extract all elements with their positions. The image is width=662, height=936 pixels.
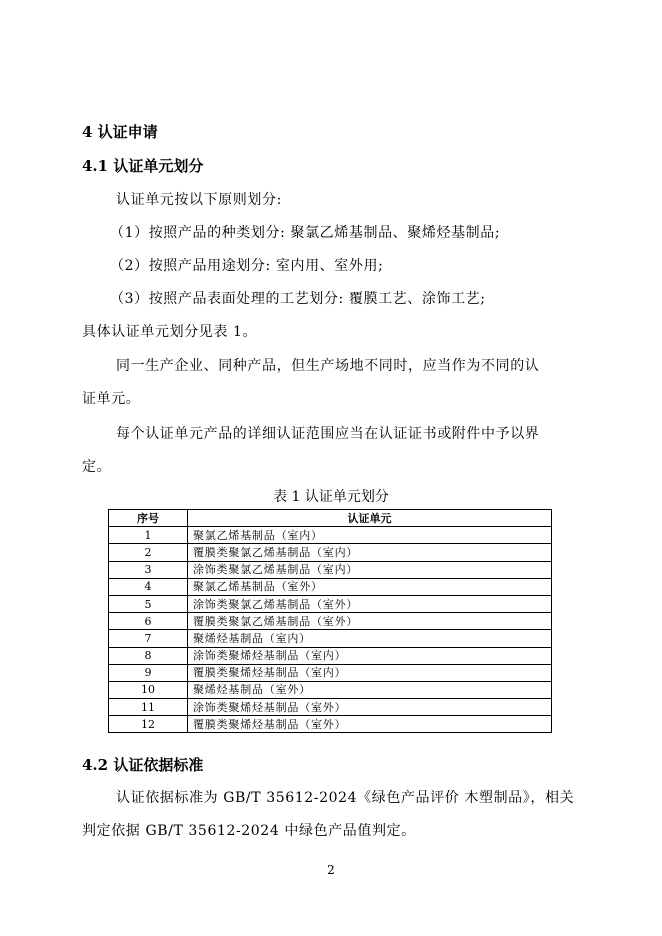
- row-unit: 聚氯乙烯基制品（室内）: [188, 527, 552, 544]
- table-row: [109, 699, 552, 716]
- table-row: [109, 544, 552, 561]
- row-number: 5: [109, 595, 188, 612]
- table-caption: 表 1 认证单元划分: [273, 489, 389, 505]
- section-4-heading: 4 认证申请: [82, 123, 158, 141]
- table-row: [109, 561, 552, 578]
- row-number: 7: [109, 630, 188, 647]
- scope-paragraph-line1: 每个认证单元产品的详细认证范围应当在认证证书或附件中予以界: [116, 426, 540, 442]
- site-paragraph-line2: 证单元。: [82, 391, 141, 407]
- row-number: 12: [109, 716, 188, 733]
- row-number: 9: [109, 664, 188, 681]
- table-row: [109, 595, 552, 612]
- intro-paragraph: 认证单元按以下原则划分:: [116, 192, 282, 208]
- row-unit: 涂饰类聚氯乙烯基制品（室内）: [188, 561, 552, 578]
- row-unit: 聚氯乙烯基制品（室外）: [188, 578, 552, 595]
- section-4-1-heading: 4.1 认证单元划分: [82, 157, 204, 175]
- standard-paragraph-line2: 判定依据 GB/T 35612-2024 中绿色产品值判定。: [82, 823, 416, 839]
- table-row: [109, 647, 552, 664]
- header-unit: 认证单元: [188, 510, 552, 527]
- table-row: [109, 716, 552, 733]
- row-unit: 覆膜类聚烯烃基制品（室外）: [188, 716, 552, 733]
- table-row: [109, 681, 552, 698]
- table-header-row: [109, 510, 552, 527]
- site-paragraph-line1: 同一生产企业、同种产品，但生产场地不同时，应当作为不同的认: [116, 358, 540, 374]
- scope-paragraph-line2: 定。: [82, 459, 112, 475]
- section-4-2-heading: 4.2 认证依据标准: [82, 756, 204, 774]
- table-row: [109, 613, 552, 630]
- table-row: [109, 664, 552, 681]
- row-unit: 涂饰类聚烯烃基制品（室内）: [188, 647, 552, 664]
- row-unit: 涂饰类聚烯烃基制品（室外）: [188, 699, 552, 716]
- page-number: 2: [327, 863, 335, 877]
- row-unit: 涂饰类聚氯乙烯基制品（室外）: [188, 595, 552, 612]
- standard-paragraph-line1: 认证依据标准为 GB/T 35612-2024《绿色产品评价 木塑制品》，相关: [116, 790, 575, 806]
- row-number: 4: [109, 578, 188, 595]
- rule-3: （3）按照产品表面处理的工艺划分: 覆膜工艺、涂饰工艺;: [110, 291, 486, 307]
- row-number: 1: [109, 527, 188, 544]
- row-unit: 覆膜类聚烯烃基制品（室内）: [188, 664, 552, 681]
- table-row: [109, 630, 552, 647]
- rule-2: （2）按照产品用途划分: 室内用、室外用;: [110, 258, 384, 274]
- row-unit: 覆膜类聚氯乙烯基制品（室外）: [188, 613, 552, 630]
- row-number: 10: [109, 681, 188, 698]
- row-number: 6: [109, 613, 188, 630]
- row-unit: 覆膜类聚氯乙烯基制品（室内）: [188, 544, 552, 561]
- row-unit: 聚烯烃基制品（室外）: [188, 681, 552, 698]
- rule-1: （1）按照产品的种类划分: 聚氯乙烯基制品、聚烯烃基制品;: [110, 225, 501, 241]
- row-number: 8: [109, 647, 188, 664]
- see-table-line: 具体认证单元划分见表 1。: [82, 324, 258, 340]
- row-number: 2: [109, 544, 188, 561]
- row-number: 11: [109, 699, 188, 716]
- row-number: 3: [109, 561, 188, 578]
- table-row: [109, 578, 552, 595]
- certification-unit-table: [108, 509, 552, 733]
- table-row: [109, 527, 552, 544]
- header-seq: 序号: [109, 510, 188, 527]
- row-unit: 聚烯烃基制品（室内）: [188, 630, 552, 647]
